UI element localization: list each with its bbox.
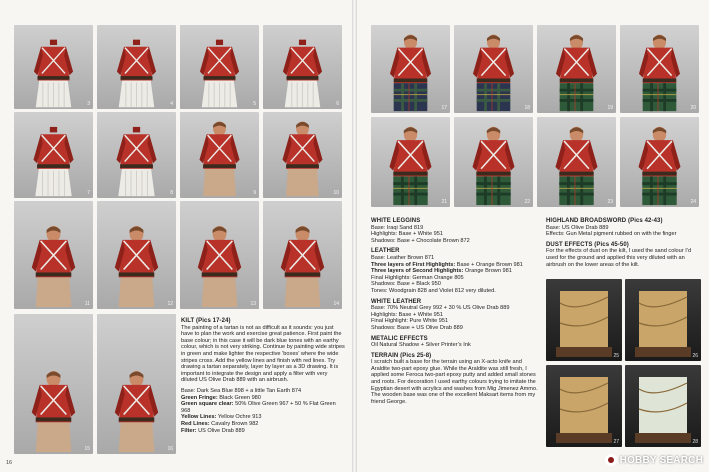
step-photo [97,112,176,198]
dust-body: For the effects of dust on the kilt, I used the sand colour I’d used for the ground and applied this very diluted with an airbrush on the lower areas of the kilt. [546,248,692,268]
leather-spec-line [371,262,539,269]
step-photo [620,25,699,113]
figure-illustration [454,121,533,207]
figure-illustration [620,29,699,113]
white-leggins-spec-line [371,238,539,245]
white-leather-spec-line [371,325,539,332]
step-photo [180,112,259,198]
figure-illustration [14,116,93,198]
step-photo [180,25,259,109]
step-photo [180,201,259,309]
kilt-section [181,318,345,434]
figure-illustration [180,205,259,309]
kilt-spec-label: Green Fringe: [181,394,218,401]
photo-number: 16 [167,446,173,452]
photo-number: 13 [250,301,256,307]
step-photo [263,25,342,109]
broadsword-spec-line [546,231,702,238]
white-leggins-spec-value: Shadows: Base + Chocolate Brown 872 [371,237,470,244]
right-page [357,0,709,472]
photo-number: 19 [607,105,613,111]
photo-number: 11 [84,301,90,307]
kilt-spec-value: US Olive Drab 889 [196,427,245,434]
metalic-heading: METALIC EFFECTS [371,335,428,342]
kilt-spec-label: Red Lines: [181,420,210,427]
left-page [0,0,352,472]
white-leggins-spec-line [371,225,539,232]
white-leggins-specs [371,225,539,245]
white-leather-spec-line [371,318,539,325]
figure-illustration [546,369,622,447]
white-leather-spec-value: Base: 70% Neutral Grey 992 + 30 % US Olive Drab 889 [371,305,510,312]
figure-illustration [97,29,176,109]
broadsword-spec-value: Effects: Gun Metal pigment rubbed on with the finger [546,231,677,238]
white-leggins-spec-line [371,231,539,238]
figure-illustration [180,116,259,198]
photo-number: 8 [170,190,173,196]
kilt-spec-line [181,388,345,395]
metalic-spec-value: Oil Natural Shadow + Silver Printer’s Ink [371,342,471,349]
leather-spec-label: Three layers of First Highlights: [371,261,456,268]
step-photo [97,314,176,454]
step-photo [537,117,616,207]
white-leather-spec-line [371,305,539,312]
white-leather-specs [371,305,539,331]
step-photo [625,365,701,447]
metalic-spec-line [371,342,539,349]
kilt-spec-line [181,401,345,414]
figure-illustration [625,283,701,361]
leather-spec-line [371,281,539,288]
step-photo [371,117,450,207]
photo-number: 25 [613,353,619,359]
photo-number: 20 [690,105,696,111]
photo-number: 3 [87,101,90,107]
white-leather-spec-value: Final Highlight: Pure White 951 [371,318,449,325]
figure-illustration [625,369,701,447]
step-photo [620,117,699,207]
page-number: 16 [6,460,13,466]
photo-number: 9 [253,190,256,196]
figure-illustration [620,121,699,207]
photo-number: 23 [607,199,613,205]
figure-illustration [537,121,616,207]
step-photo [263,201,342,309]
figure-illustration [14,29,93,109]
photo-number: 12 [167,301,173,307]
kilt-spec-label: Filter: [181,427,197,434]
step-photo [14,201,93,309]
photo-number: 4 [170,101,173,107]
step-photo [537,25,616,113]
step-photo [97,25,176,109]
figure-illustration [537,29,616,113]
white-leather-spec-line [371,312,539,319]
photo-number: 6 [336,101,339,107]
photo-number: 28 [692,439,698,445]
figure-illustration [546,283,622,361]
leather-heading: LEATHER [371,248,400,255]
figure-illustration [263,29,342,109]
figure-illustration [371,29,450,113]
kilt-specs [181,388,345,434]
kilt-heading: KILT (Pics 17-24) [181,318,231,324]
leather-spec-value: Base + Orange Brown 981 [455,261,523,268]
white-leather-spec-value: Shadows: Base + US Olive Drab 889 [371,324,463,331]
photo-number: 7 [87,190,90,196]
kilt-body: The painting of a tartan is not as difficult as it sounds: you just have to plan the work and exercise great patience. First paint the base colour; in this case it will be dark blue tones with an earthy colour, which is not very striking. Continue by painting wide stripes in green and make lighter the respective ‘boxes’ where the wide stripes cross. Add the yellow lines and finish with red lines. Try drawing a tartan separately, layer by layer as a 3D drawing. It is important to integrate the design and apply a filter with very diluted US Olive Drab 889 with an airbrush. [181,324,345,384]
watermark [605,454,703,466]
dust-heading: DUST EFFECTS (Pics 45-50) [546,241,629,248]
figure-illustration [97,116,176,198]
figure-illustration [97,205,176,309]
leather-spec-value: Orange Brown 981 [463,268,512,275]
step-photo [14,25,93,109]
kilt-spec-label: Yellow Lines: [181,414,217,421]
leather-spec-value: Tones: Woodgrain 828 and Violet 812 very diluted. [371,287,496,294]
kilt-spec-value: 50% Olive Green 967 + 50 % Flat Green 968 [181,401,336,414]
step-photo [546,365,622,447]
photo-number: 15 [84,446,90,452]
photo-number: 26 [692,353,698,359]
leather-spec-value: Final Highlights: German Orange 805 [371,274,464,281]
kilt-spec-value: Yellow Ochre 913 [216,414,262,421]
figure-illustration [371,121,450,207]
photo-number: 27 [613,439,619,445]
photo-number: 10 [333,190,339,196]
leather-spec-line [371,255,539,262]
photo-number: 17 [441,105,447,111]
photo-number: 21 [441,199,447,205]
materials-column [371,218,539,405]
figure-illustration [97,318,176,454]
step-photo [454,117,533,207]
photo-number: 5 [253,101,256,107]
photo-number: 18 [524,105,530,111]
hobby-search-logo-icon [605,454,617,466]
step-photo [14,314,93,454]
broadsword-heading: HIGHLAND BROADSWORD (Pics 42-43) [546,218,663,224]
figure-illustration [454,29,533,113]
broadsword-spec-line [546,225,702,232]
step-photo [14,112,93,198]
figure-illustration [263,116,342,198]
kilt-spec-line [181,421,345,428]
leather-spec-line [371,268,539,275]
kilt-spec-line [181,428,345,435]
leather-spec-label: Three layers of Second Highlights: [371,268,464,275]
photo-number: 24 [690,199,696,205]
kilt-spec-line [181,414,345,421]
figure-illustration [263,205,342,309]
step-photo [97,201,176,309]
leather-specs [371,255,539,295]
step-photo [454,25,533,113]
kilt-spec-line [181,395,345,402]
kilt-spec-value: Cavalry Brown 982 [209,420,259,427]
kilt-spec-label: Green square clear: [181,401,234,408]
kilt-spec-value: Base: Dark Sea Blue 898 + a little Tan Earth 874 [181,387,302,394]
watermark-text: HOBBY SEARCH [619,454,703,466]
step-photo [546,279,622,361]
leather-spec-line [371,288,539,295]
step-photo [263,112,342,198]
figure-illustration [14,318,93,454]
kilt-spec-value: Black Green 980 [217,394,261,401]
photo-number: 14 [333,301,339,307]
white-leggins-heading: WHITE LEGGINS [371,218,421,224]
leather-spec-value: Shadows: Base + Black 950 [371,281,441,288]
leather-spec-value: Base: Leather Brown 871 [371,254,435,261]
figure-illustration [180,29,259,109]
broadsword-specs [546,225,702,238]
white-leather-heading: WHITE LEATHER [371,298,422,305]
white-leather-spec-value: Highlights: Base + White 951 [371,311,443,318]
terrain-heading: TERRAIN (Pics 25-8) [371,352,432,359]
photo-number: 22 [524,199,530,205]
metalic-specs [371,342,539,349]
leather-spec-line [371,275,539,282]
effects-column [546,218,702,268]
step-photo [371,25,450,113]
white-leggins-spec-value: Base: Iraqi Sand 819 [371,224,424,231]
step-photo [625,279,701,361]
terrain-body: I scratch built a base for the terrain using an X-acto knife and Araldite two-part epoxy glue. While the Araldite was still fresh, I applied some Feroca two-part epoxy putty and added small stones and roots. For decoration I used earthy colours trying to imitate the Egyptian desert with acrylics and washes from Mig Jimenez Ammo. The wooden base was one of the excellent Maksart items from my friend George. [371,359,538,405]
broadsword-spec-value: Base: US Olive Drab 889 [546,224,609,231]
white-leggins-spec-value: Highlights: Base + White 951 [371,231,443,238]
figure-illustration [14,205,93,309]
